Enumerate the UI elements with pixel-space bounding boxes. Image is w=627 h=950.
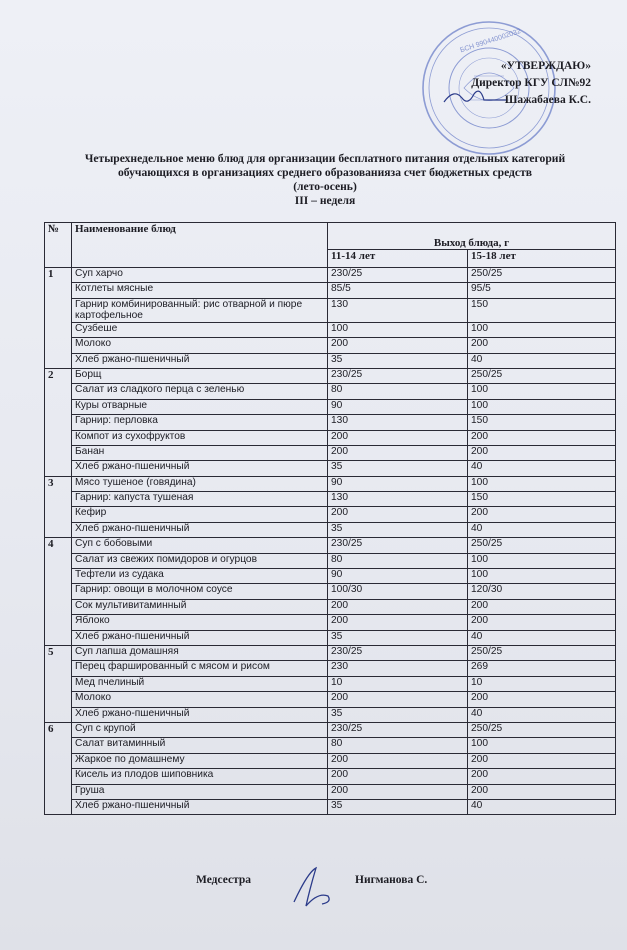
table-row [45, 268, 616, 283]
table-row [45, 753, 616, 768]
group-number: 1 [45, 268, 72, 369]
header-yield: Выход блюда, г [328, 223, 616, 250]
dish-name-cell: Хлеб ржано-пшеничный [72, 799, 328, 814]
nurse-signature [288, 862, 338, 912]
header-age-15-18: 15-18 лет [468, 250, 616, 268]
yield-11-14-cell: 200 [328, 445, 468, 460]
yield-15-18-cell: 150 [468, 415, 616, 430]
table-row [45, 630, 616, 645]
yield-15-18-cell: 100 [468, 553, 616, 568]
dish-name-cell: Жаркое по домашнему [72, 753, 328, 768]
yield-15-18-cell: 269 [468, 661, 616, 676]
title-line-2: обучающихся в организациях среднего образованиязa счет бюджетных средств [117, 166, 533, 179]
yield-11-14-cell: 200 [328, 338, 468, 353]
yield-15-18-cell: 250/25 [468, 368, 616, 383]
header-age-11-14: 11-14 лет [328, 250, 468, 268]
yield-11-14-cell: 130 [328, 298, 468, 322]
dish-name-cell: Молоко [72, 338, 328, 353]
dish-name-cell: Салат из свежих помидоров и огурцов [72, 553, 328, 568]
yield-11-14-cell: 130 [328, 415, 468, 430]
table-row [45, 769, 616, 784]
header-dish-name: Наименование блюд [72, 223, 328, 268]
header-number: № [45, 223, 72, 268]
yield-15-18-cell: 40 [468, 707, 616, 722]
table-row [45, 522, 616, 537]
yield-15-18-cell: 200 [468, 753, 616, 768]
dish-name-cell: Суп харчо [72, 268, 328, 283]
nurse-role: Медсестра [196, 874, 252, 886]
yield-11-14-cell: 90 [328, 476, 468, 491]
table-row [45, 492, 616, 507]
yield-15-18-cell: 100 [468, 399, 616, 414]
yield-11-14-cell: 200 [328, 769, 468, 784]
table-row [45, 569, 616, 584]
dish-name-cell: Котлеты мясные [72, 283, 328, 298]
table-row [45, 676, 616, 691]
table-row [45, 283, 616, 298]
yield-11-14-cell: 100 [328, 322, 468, 337]
yield-11-14-cell: 35 [328, 630, 468, 645]
table-row [45, 430, 616, 445]
yield-11-14-cell: 200 [328, 692, 468, 707]
dish-name-cell: Кисель из плодов шиповника [72, 769, 328, 784]
yield-15-18-cell: 200 [468, 615, 616, 630]
group-number: 3 [45, 476, 72, 538]
table-row [45, 399, 616, 414]
dish-name-cell: Хлеб ржано-пшеничный [72, 461, 328, 476]
title-line-3: (лето-осень) [293, 180, 357, 193]
dish-name-cell: Тефтели из судака [72, 569, 328, 584]
yield-15-18-cell: 100 [468, 738, 616, 753]
table-row [45, 461, 616, 476]
dish-name-cell: Гарнир: перловка [72, 415, 328, 430]
table-row [45, 599, 616, 614]
dish-name-cell: Салат из сладкого перца с зеленью [72, 384, 328, 399]
table-row [45, 384, 616, 399]
yield-11-14-cell: 230/25 [328, 368, 468, 383]
yield-15-18-cell: 100 [468, 384, 616, 399]
yield-15-18-cell: 200 [468, 445, 616, 460]
dish-name-cell: Суп с бобовыми [72, 538, 328, 553]
dish-name-cell: Кефир [72, 507, 328, 522]
dish-name-cell: Куры отварные [72, 399, 328, 414]
yield-15-18-cell: 250/25 [468, 722, 616, 737]
dish-name-cell: Хлеб ржано-пшеничный [72, 353, 328, 368]
table-row [45, 338, 616, 353]
svg-text:БСН 990440002032: БСН 990440002032 [459, 28, 522, 55]
group-number: 4 [45, 538, 72, 646]
nurse-name: Нигманова С. [355, 874, 428, 886]
yield-15-18-cell: 200 [468, 599, 616, 614]
dish-name-cell: Мясо тушеное (говядина) [72, 476, 328, 491]
yield-15-18-cell: 120/30 [468, 584, 616, 599]
yield-11-14-cell: 80 [328, 553, 468, 568]
dish-name-cell: Суп лапша домашняя [72, 645, 328, 660]
dish-name-cell: Банан [72, 445, 328, 460]
title-line-4: III – неделя [294, 194, 356, 207]
table-row [45, 722, 616, 737]
table-row [45, 784, 616, 799]
menu-table [44, 222, 616, 815]
yield-15-18-cell: 95/5 [468, 283, 616, 298]
dish-name-cell: Хлеб ржано-пшеничный [72, 707, 328, 722]
yield-11-14-cell: 100/30 [328, 584, 468, 599]
table-row [45, 584, 616, 599]
yield-11-14-cell: 200 [328, 507, 468, 522]
yield-11-14-cell: 90 [328, 569, 468, 584]
table-row [45, 738, 616, 753]
yield-11-14-cell: 230/25 [328, 268, 468, 283]
table-row [45, 692, 616, 707]
menu-table-body [45, 268, 616, 815]
yield-11-14-cell: 130 [328, 492, 468, 507]
yield-11-14-cell: 200 [328, 615, 468, 630]
dish-name-cell: Яблоко [72, 615, 328, 630]
table-row [45, 553, 616, 568]
yield-15-18-cell: 250/25 [468, 645, 616, 660]
yield-11-14-cell: 200 [328, 430, 468, 445]
yield-15-18-cell: 200 [468, 769, 616, 784]
table-row [45, 322, 616, 337]
dish-name-cell: Хлеб ржано-пшеничный [72, 522, 328, 537]
yield-11-14-cell: 80 [328, 384, 468, 399]
yield-11-14-cell: 35 [328, 799, 468, 814]
title-line-1: Четырехнедельное меню блюд для организации бесплатного питания отдельных категорий [84, 152, 566, 165]
table-row [45, 298, 616, 322]
dish-name-cell: Молоко [72, 692, 328, 707]
yield-15-18-cell: 200 [468, 430, 616, 445]
group-number: 2 [45, 368, 72, 476]
yield-11-14-cell: 200 [328, 784, 468, 799]
yield-11-14-cell: 85/5 [328, 283, 468, 298]
yield-15-18-cell: 200 [468, 338, 616, 353]
yield-11-14-cell: 10 [328, 676, 468, 691]
dish-name-cell: Суп с крупой [72, 722, 328, 737]
yield-15-18-cell: 40 [468, 353, 616, 368]
yield-15-18-cell: 200 [468, 784, 616, 799]
yield-15-18-cell: 40 [468, 630, 616, 645]
approve-heading: «УТВЕРЖДАЮ» [500, 60, 591, 72]
yield-11-14-cell: 230 [328, 661, 468, 676]
table-row [45, 538, 616, 553]
yield-15-18-cell: 150 [468, 298, 616, 322]
yield-15-18-cell: 200 [468, 507, 616, 522]
dish-name-cell: Салат витаминный [72, 738, 328, 753]
table-row [45, 615, 616, 630]
table-row [45, 707, 616, 722]
dish-name-cell: Груша [72, 784, 328, 799]
group-number: 6 [45, 722, 72, 814]
table-row [45, 661, 616, 676]
yield-15-18-cell: 100 [468, 476, 616, 491]
yield-15-18-cell: 100 [468, 322, 616, 337]
approve-position: Директор КГУ СЛ№92 [471, 77, 591, 89]
approve-name: Шажабаева К.С. [504, 94, 591, 106]
dish-name-cell: Компот из сухофруктов [72, 430, 328, 445]
yield-11-14-cell: 230/25 [328, 538, 468, 553]
yield-11-14-cell: 80 [328, 738, 468, 753]
director-signature [440, 84, 510, 110]
dish-name-cell: Борщ [72, 368, 328, 383]
table-row [45, 476, 616, 491]
yield-15-18-cell: 150 [468, 492, 616, 507]
table-row [45, 507, 616, 522]
yield-15-18-cell: 250/25 [468, 538, 616, 553]
yield-11-14-cell: 35 [328, 522, 468, 537]
dish-name-cell: Сок мультивитаминный [72, 599, 328, 614]
dish-name-cell: Гарнир: овощи в молочном соусе [72, 584, 328, 599]
dish-name-cell: Сузбеше [72, 322, 328, 337]
table-row [45, 645, 616, 660]
yield-15-18-cell: 40 [468, 461, 616, 476]
dish-name-cell: Гарнир комбинированный: рис отварной и пюре картофельное [72, 298, 328, 322]
table-row [45, 445, 616, 460]
dish-name-cell: Хлеб ржано-пшеничный [72, 630, 328, 645]
yield-15-18-cell: 100 [468, 569, 616, 584]
yield-15-18-cell: 10 [468, 676, 616, 691]
table-row [45, 353, 616, 368]
table-row [45, 799, 616, 814]
document-title [40, 152, 610, 208]
yield-11-14-cell: 35 [328, 461, 468, 476]
table-row [45, 368, 616, 383]
dish-name-cell: Мед пчелиный [72, 676, 328, 691]
yield-11-14-cell: 230/25 [328, 722, 468, 737]
yield-15-18-cell: 40 [468, 522, 616, 537]
group-number: 5 [45, 645, 72, 722]
yield-11-14-cell: 90 [328, 399, 468, 414]
dish-name-cell: Перец фаршированный с мясом и рисом [72, 661, 328, 676]
yield-11-14-cell: 35 [328, 707, 468, 722]
yield-11-14-cell: 230/25 [328, 645, 468, 660]
yield-11-14-cell: 200 [328, 599, 468, 614]
yield-11-14-cell: 35 [328, 353, 468, 368]
dish-name-cell: Гарнир: капуста тушеная [72, 492, 328, 507]
yield-11-14-cell: 200 [328, 753, 468, 768]
yield-15-18-cell: 40 [468, 799, 616, 814]
yield-15-18-cell: 250/25 [468, 268, 616, 283]
yield-15-18-cell: 200 [468, 692, 616, 707]
table-row [45, 415, 616, 430]
